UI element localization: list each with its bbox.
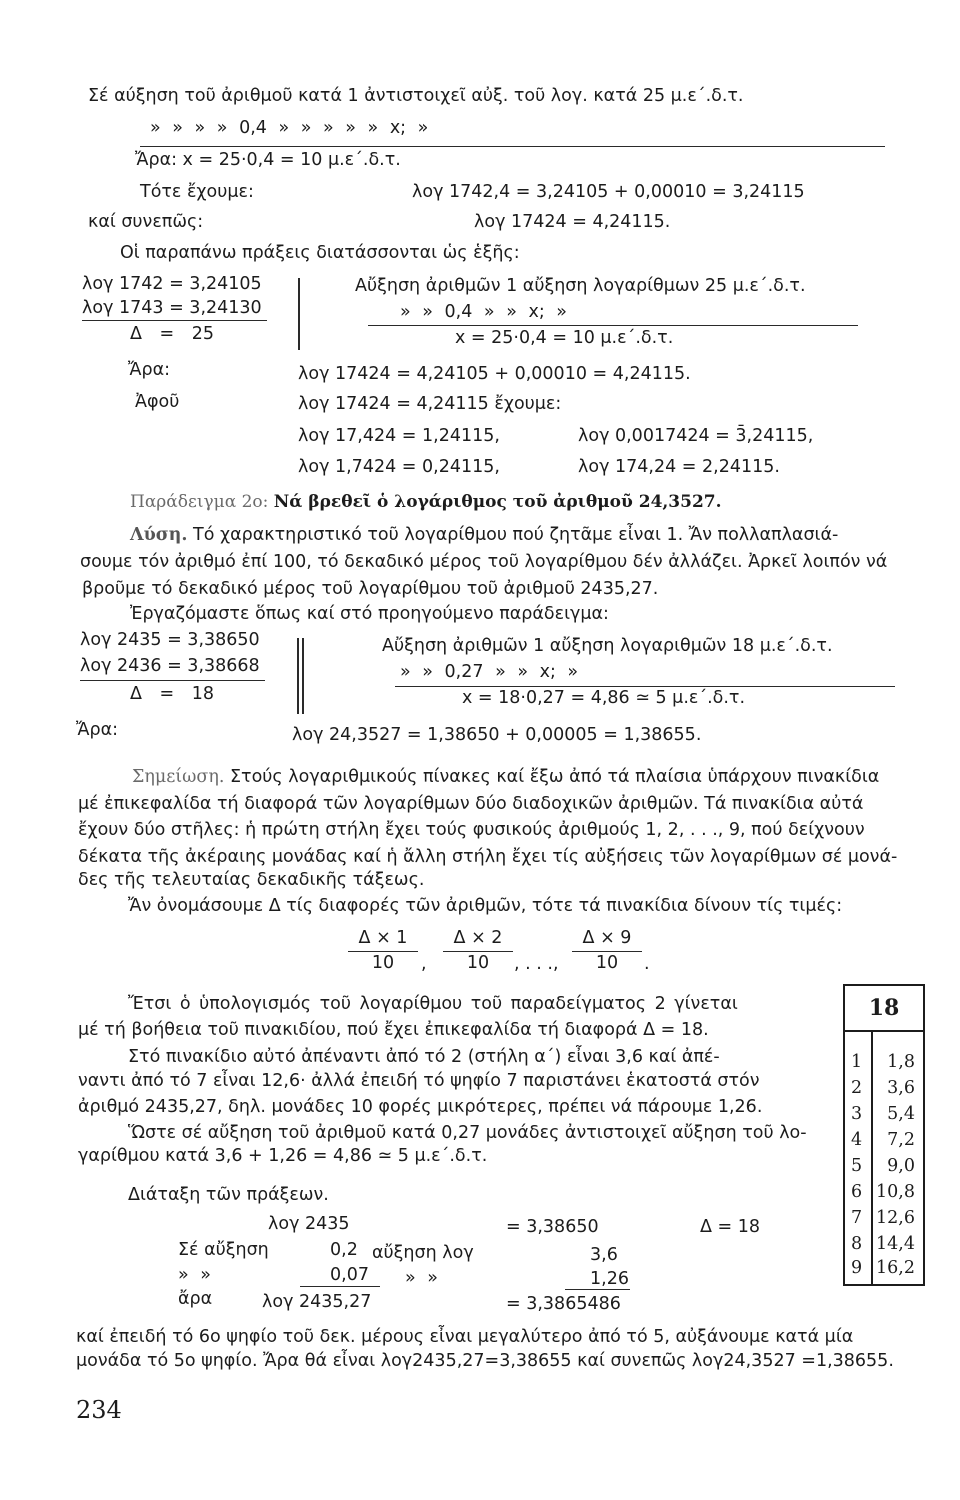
equation: λογ 17424 = 4,24105 + 0,00010 = 4,24115.	[298, 364, 691, 384]
equation: λογ 24,3527 = 1,38650 + 0,00005 = 1,38655.	[292, 725, 702, 745]
fraction-denominator: 10	[466, 953, 490, 973]
log-entry: λογ 2435 = 3,38650	[80, 630, 260, 650]
equation: λογ 174,24 = 2,24115.	[578, 457, 780, 477]
vertical-rule	[302, 638, 304, 714]
calc-cell: 0,07	[330, 1265, 369, 1285]
table-cell-n: 4	[851, 1130, 863, 1150]
table-cell-value: 9,0	[887, 1156, 915, 1176]
fraction	[572, 930, 642, 973]
delta: Δ = 25	[130, 324, 215, 344]
solution-text: Τό χαρακτηριστικό τοῦ λογαρίθμου πού ζητᾶμε εἶναι 1. Ἄν πολλαπλασιά-	[193, 525, 839, 545]
example-label: Παράδειγμα 2ο:	[130, 492, 269, 512]
text-line	[132, 769, 879, 787]
table-cell-n: 9	[851, 1258, 863, 1278]
sum-line	[300, 1286, 380, 1287]
text-line: Ἔτσι ὁ ὑπολογισμός τοῦ λογαρίθμου τοῦ παραδείγματος 2 γίνεται	[128, 994, 738, 1014]
calc-cell: Δ = 18	[700, 1217, 761, 1237]
fraction-bar	[443, 951, 513, 953]
calc-cell: ἄρα	[178, 1289, 213, 1309]
log-entry: λογ 1743 = 3,24130	[82, 298, 262, 318]
table-cell-n: 2	[851, 1078, 863, 1098]
text-line: Αὔξηση ἀριθμῶν 1 αὔξηση λογαριθμῶν 18 μ.ε΄.δ.τ.	[382, 636, 833, 656]
calc-cell: = 3,38650	[506, 1217, 599, 1237]
text-line: δες τῆς τελευταίας δεκαδικῆς τάξεως.	[78, 870, 425, 890]
divider	[140, 146, 885, 147]
equation: λογ 17424 = 4,24115 ἔχουμε:	[298, 394, 562, 414]
fraction	[348, 930, 418, 973]
table-column-divider	[871, 1032, 873, 1284]
fraction-numerator: Δ × 2	[453, 928, 503, 948]
example-heading	[130, 494, 722, 511]
divider	[395, 686, 895, 687]
table-cell-value: 14,4	[876, 1234, 915, 1254]
note-label: Σημείωση.	[132, 767, 225, 787]
table-cell-value: 1,8	[887, 1052, 915, 1072]
text-line	[130, 527, 838, 545]
separator: , . . .,	[514, 954, 559, 974]
text-line: Οἱ παραπάνω πράξεις διατάσσονται ὡς ἑξῆς:	[120, 243, 520, 263]
calc-cell: » »	[405, 1268, 438, 1288]
calc-cell: 0,2	[330, 1240, 358, 1260]
text-line: Αὔξηση ἀριθμῶν 1 αὔξηση λογαρίθμων 25 μ.ε΄.δ.τ.	[355, 276, 806, 296]
fraction	[443, 930, 513, 973]
text-line: » » » » 0,4 » » » » » x; »	[150, 118, 429, 138]
calc-cell: λογ 2435	[268, 1214, 350, 1234]
text-line: καί συνεπῶς:	[88, 212, 204, 232]
equation: λογ 17,424 = 1,24115,	[298, 426, 500, 446]
sum-line	[80, 680, 265, 681]
text-line: Σέ αύξηση τοῦ ἀριθμοῦ κατά 1 ἀντιστοιχεῖ αὐξ. τοῦ λογ. κατά 25 μ.ε΄.δ.τ.	[88, 86, 744, 106]
vertical-rule	[297, 638, 299, 714]
text-line: μονάδα τό 5ο ψηφίο. Ἄρα θά εἶναι λογ2435,27=3,38655 καί συνεπῶς λογ24,3527 =1,38655.	[76, 1351, 894, 1371]
vertical-rule	[298, 278, 300, 350]
calc-cell: αὔξηση λογ	[372, 1243, 474, 1263]
note-text: Στούς λογαριθμικούς πίνακες καί ἔξω ἀπό τά πλαίσια ὑπάρχουν πινακίδια	[230, 767, 880, 787]
text-line: δέκατα τῆς ἀκέραιης μονάδας καί ἡ ἄλλη στήλη ἔχει τίς αὐξήσεις τῶν λογαρίθμων σέ μονά-	[78, 847, 898, 867]
table-header: 18	[845, 986, 923, 1032]
text-line: Ὥστε σέ αὔξηση τοῦ ἀριθμοῦ κατά 0,27 μονάδες ἀντιστοιχεῖ αὔξηση τοῦ λο-	[128, 1123, 807, 1143]
equation: λογ 0,0017424 = 3̄,24115,	[578, 426, 814, 446]
calc-cell: 3,6	[590, 1245, 618, 1265]
table-cell-value: 16,2	[876, 1258, 915, 1278]
calc-cell: λογ 2435,27	[262, 1292, 372, 1312]
text-line: μέ τή βοήθεια τοῦ πινακιδίου, πού ἔχει ἐπικεφαλίδα τή διαφορά Δ = 18.	[78, 1020, 709, 1040]
table-cell-value: 10,8	[876, 1182, 915, 1202]
text-line: γαρίθμου κατά 3,6 + 1,26 = 4,86 ≃ 5 μ.ε΄.δ.τ.	[78, 1146, 488, 1166]
table-cell-value: 7,2	[887, 1130, 915, 1150]
text-line: » » 0,4 » » x; »	[400, 302, 567, 322]
fraction-bar	[572, 951, 642, 953]
text-line: ἀριθμό 2435,27, δηλ. μονάδες 10 φορές μικρότερες, πρέπει νά πάρουμε 1,26.	[78, 1097, 763, 1117]
equation: λογ 17424 = 4,24115.	[474, 212, 671, 232]
sum-line	[565, 1289, 630, 1290]
text-line: Ἄρα: x = 25·0,4 = 10 μ.ε΄.δ.τ.	[135, 150, 401, 170]
table-cell-value: 5,4	[887, 1104, 915, 1124]
table-cell-value: 3,6	[887, 1078, 915, 1098]
sum-line	[82, 320, 267, 321]
text-line: μέ ἐπικεφαλίδα τή διαφορά τῶν λογαρίθμων δύο διαδοχικῶν ἀριθμῶν. Τά πινακίδια αὐτά	[78, 794, 864, 814]
calc-title: Διάταξη τῶν πράξεων.	[128, 1185, 329, 1205]
fraction-bar	[348, 951, 418, 953]
text-line: Ἄρα:	[128, 360, 170, 380]
table-cell-n: 3	[851, 1104, 863, 1124]
delta: Δ = 18	[130, 684, 215, 704]
table-cell-value: 12,6	[876, 1208, 915, 1228]
calc-cell: » »	[178, 1265, 211, 1285]
text-line: Ἄν ὀνομάσουμε Δ τίς διαφορές τῶν ἀριθμῶν, τότε τά πινακίδια δίνουν τίς τιμές:	[128, 896, 843, 916]
page-number: 234	[76, 1396, 122, 1424]
fraction-numerator: Δ × 1	[358, 928, 408, 948]
example-title: Νά βρεθεῖ ὁ λογάριθμος τοῦ ἀριθμοῦ 24,3527.	[273, 492, 722, 512]
text-line: » » 0,27 » » x; »	[400, 662, 579, 682]
text-line: Ἄρα:	[76, 720, 118, 740]
calc-cell: = 3,3865486	[506, 1294, 621, 1314]
equation: λογ 1742,4 = 3,24105 + 0,00010 = 3,24115	[412, 182, 805, 202]
separator: .	[644, 954, 650, 974]
text-line: ἔχουν δύο στῆλες: ἡ πρώτη στήλη ἔχει τούς φυσικούς ἀριθμούς 1, 2, . . ., 9, πού δείχνουν	[78, 820, 865, 840]
table-cell-n: 5	[851, 1156, 863, 1176]
equation: x = 25·0,4 = 10 μ.ε΄.δ.τ.	[455, 328, 674, 348]
text-line: καί ἐπειδή τό 6ο ψηφίο τοῦ δεκ. μέρους εἶναι μεγαλύτερο ἀπό τό 5, αὐξάνουμε κατά μία	[76, 1327, 854, 1347]
fraction-denominator: 10	[595, 953, 619, 973]
separator: ,	[421, 954, 427, 974]
text-line: Ἐργαζόμαστε ὅπως καί στό προηγούμενο παράδειγμα:	[130, 604, 609, 624]
fraction-denominator: 10	[371, 953, 395, 973]
table-cell-n: 1	[851, 1052, 863, 1072]
difference-table	[843, 984, 925, 1286]
text-line: ναντι ἀπό τό 7 εἶναι 12,6· ἀλλά ἐπειδή τό ψηφίο 7 παριστάνει ἑκατοστά στόν	[78, 1071, 760, 1091]
text-line: Στό πινακίδιο αὐτό ἀπέναντι ἀπό τό 2 (στήλη α΄) εἶναι 3,6 καί ἀπέ-	[128, 1047, 720, 1067]
calc-cell: 1,26	[590, 1269, 629, 1289]
equation: λογ 1,7424 = 0,24115,	[298, 457, 500, 477]
table-cell-n: 7	[851, 1208, 863, 1228]
text-line: βροῦμε τό δεκαδικό μέρος τοῦ λογαρίθμου τοῦ ἀριθμοῦ 2435,27.	[82, 579, 659, 599]
divider	[368, 325, 858, 326]
log-entry: λογ 2436 = 3,38668	[80, 656, 260, 676]
text-line: σουμε τόν ἀριθμό ἐπί 100, τό δεκαδικό μέρος τοῦ λογαρίθμου δέν ἀλλάζει. Ἀρκεῖ λοιπόν νά	[80, 552, 888, 572]
fraction-numerator: Δ × 9	[582, 928, 632, 948]
calc-cell: Σέ αὔξηση	[178, 1240, 269, 1260]
text-line: Ἀφοῦ	[135, 392, 180, 412]
solution-label: Λύση.	[130, 525, 188, 545]
log-entry: λογ 1742 = 3,24105	[82, 274, 262, 294]
text-line: Τότε ἔχουμε:	[140, 182, 254, 202]
table-cell-n: 8	[851, 1234, 863, 1254]
table-cell-n: 6	[851, 1182, 863, 1202]
equation: x = 18·0,27 = 4,86 ≃ 5 μ.ε΄.δ.τ.	[462, 688, 746, 708]
